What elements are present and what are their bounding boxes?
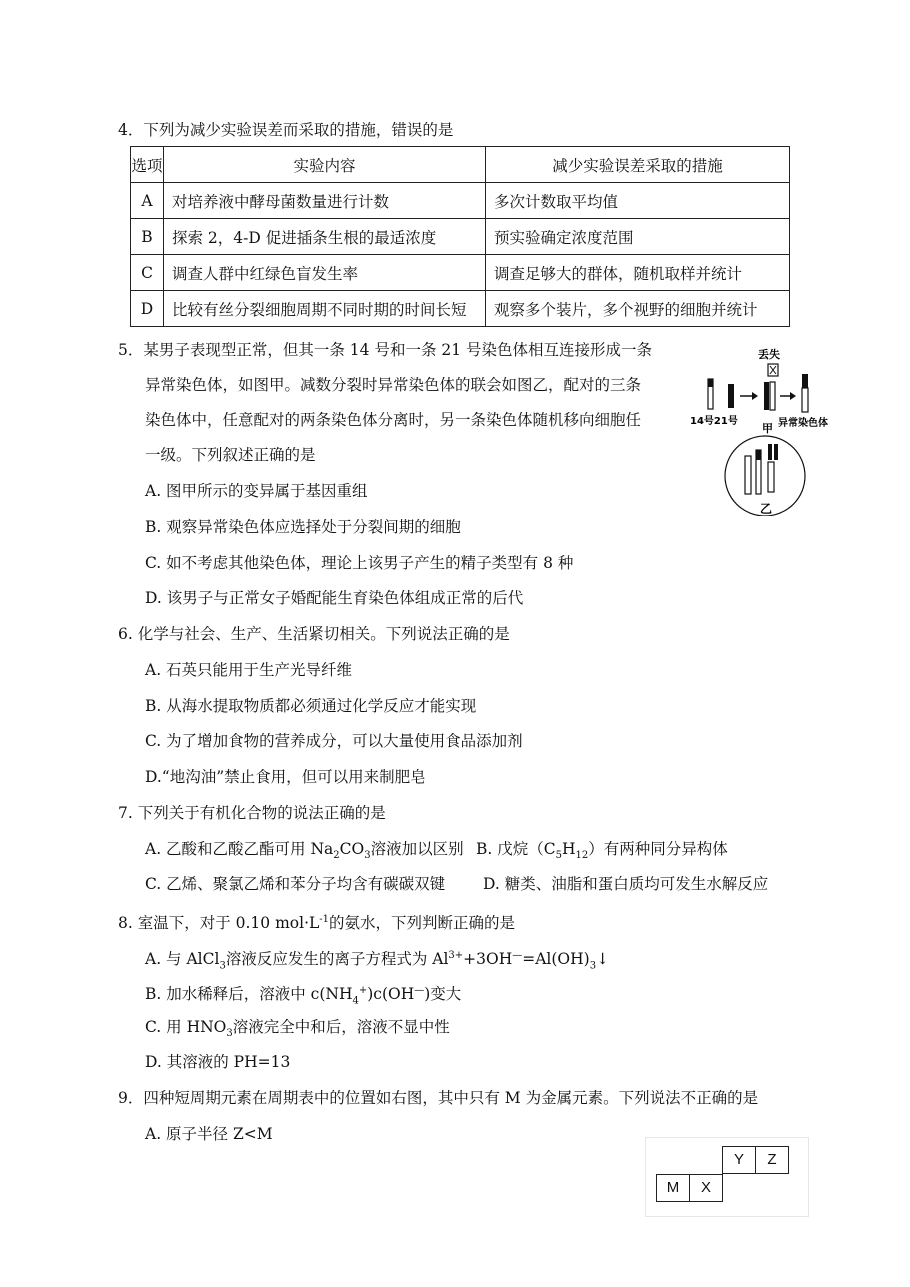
q5-option-c: C. 如不考虑其他染色体，理论上该男子产生的精子类型有 8 种 (145, 554, 574, 572)
q7-option-d: D. 糖类、油脂和蛋白质均可发生水解反应 (483, 875, 769, 893)
q9-stem: 9．四种短周期元素在周期表中的位置如右图，其中只有 M 为金属元素。下列说法不正确的是 (118, 1089, 759, 1107)
cell-x: X (689, 1174, 723, 1202)
header-content: 实验内容 (164, 147, 486, 183)
q5-option-b: B. 观察异常染色体应选择处于分裂间期的细胞 (145, 518, 461, 536)
q6-option-c: C. 为了增加食物的营养成分，可以大量使用食品添加剂 (145, 732, 523, 750)
row-measure: 预实验确定浓度范围 (486, 219, 790, 255)
label-abnormal: 异常染色体 (778, 418, 828, 429)
q5-stem-line-4: 一级。下列叙述正确的是 (145, 446, 316, 464)
label-yi: 乙 (760, 502, 773, 516)
q7-option-c: C. 乙烯、聚氯乙烯和苯分子均含有碳碳双键 (145, 875, 446, 893)
row-measure: 调查足够大的群体，随机取样并统计 (486, 255, 790, 291)
q5-option-a: A. 图甲所示的变异属于基因重组 (145, 482, 368, 500)
row-measure: 观察多个装片，多个视野的细胞并统计 (486, 291, 790, 327)
row-option: B (131, 219, 164, 255)
q4-table (130, 146, 790, 327)
label-14-21: 14号21号 (690, 416, 738, 427)
table-row (131, 219, 790, 255)
arrow-icon (790, 392, 796, 400)
periodic-table-grid (645, 1137, 809, 1217)
table-header-row (131, 147, 790, 183)
q6-stem: 6. 化学与社会、生产、生活紧切相关。下列说法正确的是 (118, 625, 510, 643)
q8-option-d: D. 其溶液的 PH=13 (145, 1053, 291, 1071)
cell-y: Y (722, 1146, 756, 1174)
row-content: 调查人群中红绿色盲发生率 (164, 255, 486, 291)
row-option: A (131, 183, 164, 219)
q7-option-a: A. 乙酸和乙酸乙酯可用 $Na_2CO_3$溶液加以区别 (145, 840, 464, 862)
table-row (131, 255, 790, 291)
q6-option-a: A. 石英只能用于生产光导纤维 (145, 661, 353, 679)
q6-option-d: D.“地沟油”禁止食用，但可以用来制肥皂 (145, 768, 426, 786)
row-content: 探索 2，4-D 促进插条生根的最适浓度 (164, 219, 486, 255)
q7-stem: 7. 下列关于有机化合物的说法正确的是 (118, 804, 386, 822)
q8-stem: 8. 室温下，对于 0.10 $mol\cdot L^{-1}$的氨水，下列判断正确的是 (118, 914, 516, 933)
chromosome-21 (728, 384, 734, 408)
q5-stem-line-2: 异常染色体，如图甲。减数分裂时异常染色体的联会如图乙，配对的三条 (145, 376, 642, 394)
q8-option-b: B. 加水稀释后，溶液中 $c(NH_4^+)c(OH^—)$变大 (145, 985, 462, 1007)
q5-stem-line-1: 5．某男子表现型正常，但其一条 14 号和一条 21 号染色体相互连接形成一条 (118, 341, 653, 359)
q5-stem-line-3: 染色体中，任意配对的两条染色体分离时，另一条染色体随机移向细胞任 (145, 411, 642, 429)
q5-option-d: D. 该男子与正常女子婚配能生育染色体组成正常的后代 (145, 589, 524, 607)
row-option: C (131, 255, 164, 291)
header-option: 选项 (131, 147, 164, 183)
chromosome-figure (690, 344, 840, 516)
row-content: 对培养液中酵母菌数量进行计数 (164, 183, 486, 219)
abnormal-chromosome (802, 374, 808, 388)
q9-option-a: A. 原子半径 Z<M (145, 1125, 273, 1143)
cell-m: M (656, 1174, 690, 1202)
chromosome-diagram (690, 344, 840, 516)
q7-option-b: B. 戊烷$(C_5H_{12})$有两种同分异构体 (476, 840, 728, 862)
q6-option-b: B. 从海水提取物质都必须通过化学反应才能实现 (145, 697, 477, 715)
q4-stem: 4．下列为减少实验误差而采取的措施，错误的是 (118, 121, 454, 139)
arrow-icon (752, 392, 758, 400)
table-row (131, 183, 790, 219)
q8-option-a: A. 与 AlCl$_3$溶液反应发生的离子方程式为 $Al^{3+}+3OH^—=Al(OH)_3↓$ (145, 950, 610, 972)
table-row (131, 291, 790, 327)
label-jia: 甲 (762, 422, 773, 435)
row-content: 比较有丝分裂细胞周期不同时期的时间长短 (164, 291, 486, 327)
row-option: D (131, 291, 164, 327)
row-measure: 多次计数取平均值 (486, 183, 790, 219)
label-lost: 丢失 (758, 348, 780, 361)
q8-option-c: C. 用 $HNO_3$溶液完全中和后，溶液不显中性 (145, 1018, 450, 1040)
cell-z: Z (755, 1146, 789, 1174)
header-measure: 减少实验误差采取的措施 (486, 147, 790, 183)
